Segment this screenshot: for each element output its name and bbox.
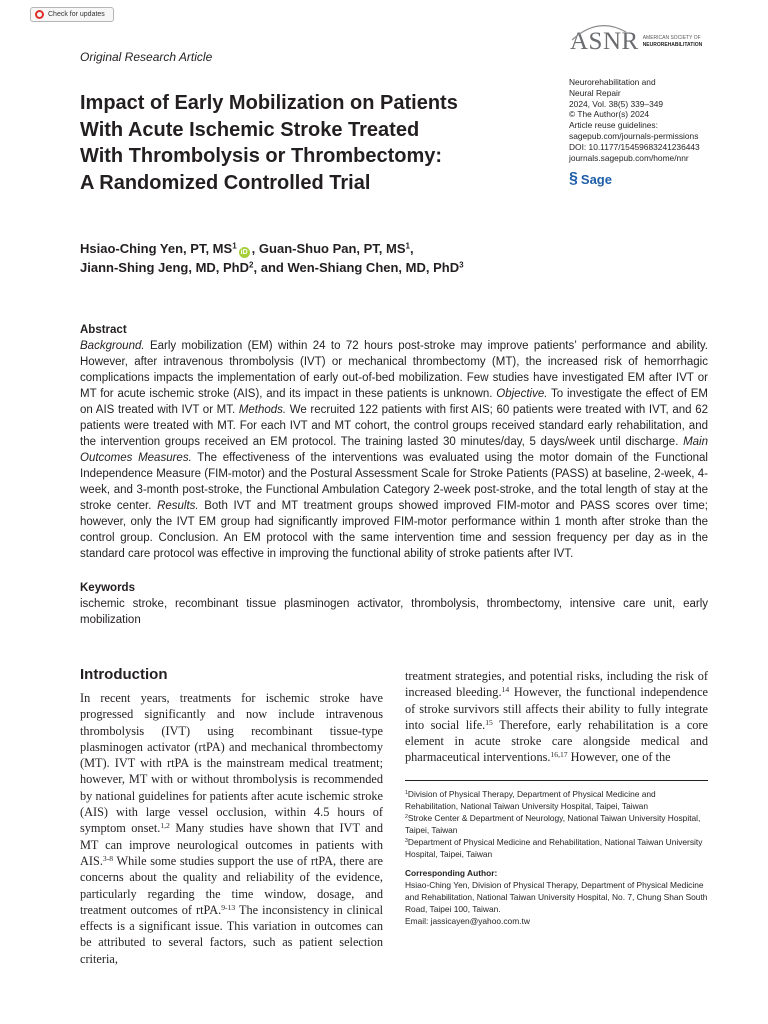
citation-ref[interactable]: 15 xyxy=(485,717,493,727)
abstract-label: Results. xyxy=(157,500,199,512)
check-for-updates-label: Check for updates xyxy=(48,11,105,18)
journal-home-link[interactable]: journals.sagepub.com/home/nnr xyxy=(569,152,689,163)
logo-subtitle-line2: NEUROREHABILITATION xyxy=(642,42,703,48)
keywords-text: ischemic stroke, recombinant tissue plasminogen activator, thrombolysis, thrombectomy, intensive care unit, early mobilization xyxy=(80,598,708,626)
affiliation-footnote xyxy=(405,788,708,812)
logo-letters: ASNR xyxy=(570,28,639,55)
author-separator: , xyxy=(251,241,259,256)
abstract-text: To investigate the effect of EM on AIS treated with IVT or MT. xyxy=(80,388,708,416)
reuse-guidelines-label: Article reuse guidelines: xyxy=(569,120,658,131)
body-text: However, one of the xyxy=(567,750,671,765)
abstract-label: Main Outcomes Measures. xyxy=(80,436,708,464)
affiliation-footnote xyxy=(405,812,708,836)
footnote-mark: 3 xyxy=(405,838,408,845)
body-column-left xyxy=(80,690,383,967)
footnote-mark: 2 xyxy=(405,814,408,821)
keywords-heading: Keywords xyxy=(80,582,135,594)
abstract-text: Both IVT and MT treatment groups showed improved FIM-motor and PASS scores over time; however, only the IVT EM group had significantly improved FIM-motor performance within 1 month after stroke than the control group. Conclusion. An EM protocol with the same intervention time and session frequency per day as in the standard care protocol was effective in improving the functional ability of stroke patients after IVT. xyxy=(80,500,708,560)
corresponding-author-heading: Corresponding Author: xyxy=(405,868,498,878)
author-separator: , and xyxy=(253,260,288,275)
body-text: While some studies support the use of rtPA, there are concerns about the quality and reliability of the evidence, particularly regarding the time window, dosage, and treatment outcomes of rtPA. xyxy=(80,853,383,917)
footnote-text: Stroke Center & Department of Neurology, National Taiwan University Hospital, Taipei, Taiwan xyxy=(405,813,701,835)
author-line-1 xyxy=(80,239,464,258)
footnote-text: Department of Physical Medicine and Rehabilitation, National Taiwan University Hospital, Taipei, Taiwan xyxy=(405,837,703,859)
author-name: Wen-Shiang Chen, MD, PhD xyxy=(287,260,460,275)
abstract-text: Early mobilization (EM) within 24 to 72 hours post-stroke may improve patients’ performance and ability. However, after intravenous thrombolysis (IVT) or mechanical thrombectomy (MT), the increased risk of hemorrhagic complications impacts the implementation of early out-of-bed mobilization. Few studies have investigated EM after IVT or MT for acute ischemic stroke (AIS), and its impact in these patients is unknown. xyxy=(80,340,708,400)
sage-s-icon: § xyxy=(569,170,578,187)
author-line-2 xyxy=(80,258,464,277)
abstract-section xyxy=(80,322,708,562)
corresponding-author-text: Hsiao-Ching Yen, Division of Physical Therapy, Department of Physical Medicine and Rehabilitation, National Taiwan University Hospital, No. 7, Chung Shan South Road, Taipei 100, Taiwan. xyxy=(405,880,708,914)
article-type: Original Research Article xyxy=(80,50,213,64)
body-text: Many studies have shown that IVT and MT can improve neurological outcomes in patients with AIS. xyxy=(80,821,383,868)
introduction-heading: Introduction xyxy=(80,666,168,683)
title-line: With Thrombolysis or Thrombectomy: xyxy=(80,145,443,167)
footnote-mark: 1 xyxy=(405,790,408,797)
author-name: Jiann-Shing Jeng, MD, PhD xyxy=(80,260,250,275)
abstract-label: Methods. xyxy=(238,404,287,416)
footnote-text: Division of Physical Therapy, Department of Physical Medicine and Rehabilitation, National Taiwan University Hospital, Taipei, Taiwan xyxy=(405,789,656,811)
title-line: A Randomized Controlled Trial xyxy=(80,171,371,194)
citation-ref[interactable]: 16,17 xyxy=(550,750,568,760)
affiliation-footnote xyxy=(405,836,708,860)
journal-volume: 2024, Vol. 38(5) 339–349 xyxy=(569,98,664,109)
author-name: Guan-Shuo Pan, PT, MS xyxy=(258,241,406,256)
journal-info xyxy=(569,77,700,163)
affiliation-mark: 1 xyxy=(405,241,411,251)
affiliation-mark: 1 xyxy=(232,241,237,251)
journal-name-line2: Neural Repair xyxy=(569,87,621,98)
affiliation-mark: 3 xyxy=(459,260,464,270)
orcid-icon[interactable]: iD xyxy=(240,249,248,256)
body-text: In recent years, treatments for ischemic stroke have progressed significantly and now include intravenous thrombolysis (IVT) using recombinant tissue-type plasminogen activator (rtPA) and mechanical thrombectomy (MT). IVT with rtPA is the mainstream medical treatment; however, MT with or without thrombolysis is recommended by national guidelines for patients after acute ischemic stroke (AIS) with large vessel occlusion, within 4.5 hours of symptom onset. xyxy=(80,691,383,836)
body-text: Therefore, early rehabilitation is a core element in acute stroke care alongside medical and pharmaceutical interventions. xyxy=(405,717,708,765)
footnote-divider xyxy=(405,780,708,781)
logo-subtitle xyxy=(643,35,703,49)
check-for-updates-button[interactable] xyxy=(30,7,114,22)
abstract-body xyxy=(80,338,708,562)
abstract-heading: Abstract xyxy=(80,324,127,336)
sage-label: Sage xyxy=(580,171,612,187)
title-line: Impact of Early Mobilization on Patients xyxy=(80,92,458,114)
abstract-text: The effectiveness of the interventions was evaluated using the motor domain of the Functional Independence Measure (FIM-motor) and the Postural Assessment Scale for Stroke Patients (PASS) at baseline, 2-week, 4-week, and 3-month post-stroke, the Functional Ambulation Category 2-week post-stroke, and the total length of stay at the stroke center. xyxy=(80,452,708,512)
title-line: With Acute Ischemic Stroke Treated xyxy=(80,118,420,141)
corresponding-author-email[interactable]: Email: jassicayen@yahoo.com.tw xyxy=(405,916,530,926)
author-list xyxy=(80,239,464,277)
update-icon xyxy=(35,10,44,19)
citation-ref[interactable]: 14 xyxy=(501,685,510,695)
citation-ref[interactable]: 1,2 xyxy=(160,821,170,831)
body-column-right xyxy=(405,668,708,766)
abstract-text: We recruited 122 patients with first AIS; 60 patients were treated with IVT, and 62 patients were treated with MT. For each IVT and MT cohort, the control groups received standard early rehabilitation, and the intervention groups received an EM protocol. The training lasted 30 minutes/day, 5 days/week until discharge. xyxy=(80,404,708,448)
logo-arc-icon xyxy=(568,20,630,42)
article-title xyxy=(80,90,550,196)
abstract-label: Objective. xyxy=(496,388,548,400)
journal-name-line1: Neurorehabilitation and xyxy=(569,77,656,87)
author-name: Hsiao-Ching Yen, PT, MS xyxy=(80,241,233,256)
copyright: © The Author(s) 2024 xyxy=(569,109,650,120)
body-paragraph xyxy=(80,690,383,967)
sage-logo xyxy=(569,170,612,188)
body-text: The inconsistency in clinical effects is a significant issue. This variation in outcomes can be attributed to several factors, such as patient selection criteria, xyxy=(80,902,383,966)
author-separator: , xyxy=(410,241,414,256)
abstract-label: Background. xyxy=(80,340,145,352)
citation-ref[interactable]: 3-8 xyxy=(102,853,114,863)
logo-subtitle-line1: AMERICAN SOCIETY OF xyxy=(642,35,701,41)
body-text: However, the functional independence of stroke survivors still affects their ability to fully integrate into social life. xyxy=(405,685,708,732)
doi-link[interactable]: DOI: 10.1177/15459683241236443 xyxy=(569,141,700,152)
permissions-link[interactable]: sagepub.com/journals-permissions xyxy=(569,130,699,141)
body-text: treatment strategies, and potential risks, including the risk of increased bleeding. xyxy=(405,669,708,700)
asnr-logo xyxy=(570,28,702,56)
keywords-section xyxy=(80,580,708,628)
citation-ref[interactable]: 9-13 xyxy=(221,902,236,912)
body-paragraph xyxy=(405,668,708,766)
footnotes xyxy=(405,788,708,927)
affiliation-mark: 2 xyxy=(249,260,254,270)
